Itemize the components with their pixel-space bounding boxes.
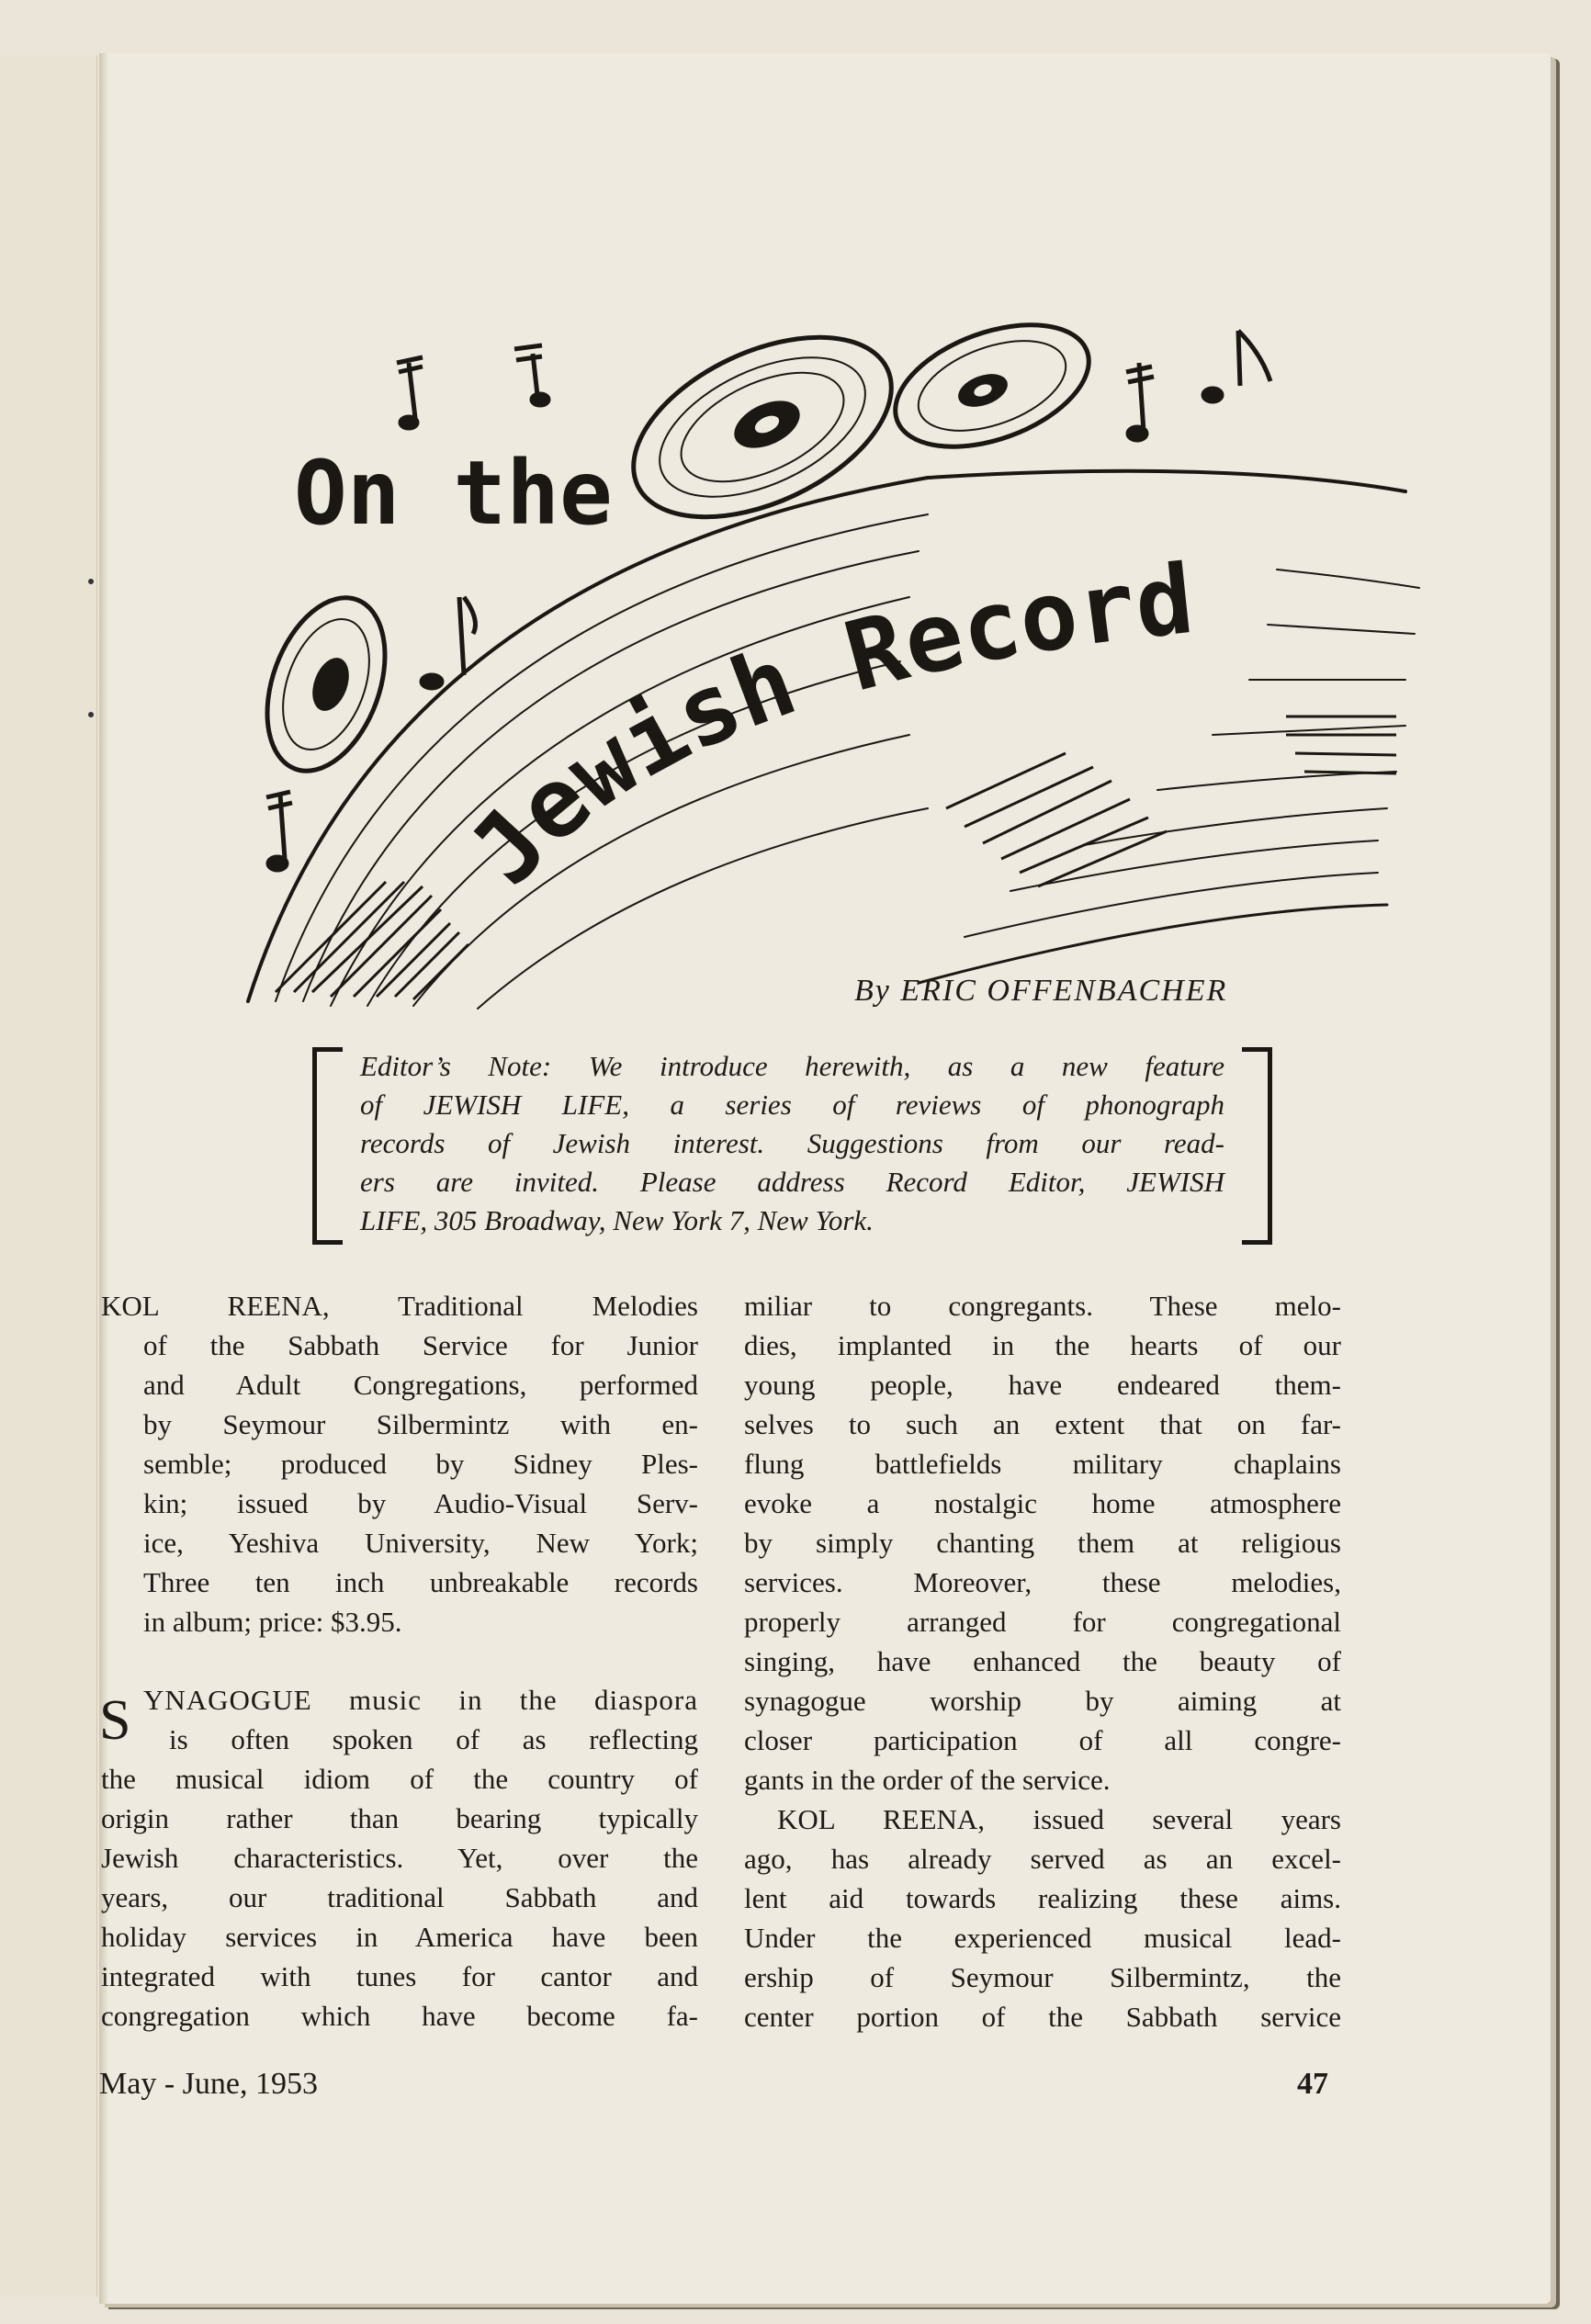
music-note-icon <box>514 345 548 405</box>
body-line: origin rather than bearing typically <box>101 1802 698 1834</box>
record-entry <box>101 1286 698 1641</box>
body-line: gants in the order of the service. <box>744 1764 1111 1796</box>
editors-note-text <box>360 1047 1224 1240</box>
note-line: ers are invited. Please address Record Editor, JEWISH <box>360 1166 1224 1198</box>
drop-cap: S <box>99 1689 131 1752</box>
left-bracket <box>312 1047 343 1245</box>
music-note-icon <box>1203 331 1270 401</box>
entry-line: in album; price: $3.95. <box>143 1606 402 1638</box>
entry-line: and Adult Congregations, performed <box>143 1369 698 1401</box>
body-line: integrated with tunes for cantor and <box>101 1960 698 1992</box>
body-line: dies, implanted in the hearts of our <box>744 1329 1341 1361</box>
issue-date: May - June, 1953 <box>99 2067 318 2101</box>
note-line: Editor’s Note: We introduce herewith, as a new feature <box>360 1050 1224 1082</box>
music-note-icon <box>422 597 475 688</box>
vinyl-record-icon <box>879 301 1105 470</box>
title-illustration <box>0 0 1591 1029</box>
left-column <box>101 1286 698 2036</box>
page-number: 47 <box>1297 2067 1328 2101</box>
music-note-icon <box>266 792 292 870</box>
body-line: miliar to congregants. These melo- <box>744 1290 1341 1322</box>
body-line: singing, have enhanced the beauty of <box>744 1645 1341 1677</box>
article-body-left <box>101 1680 698 2036</box>
body-line: ago, has already served as an excel- <box>744 1843 1341 1875</box>
body-line: YNAGOGUE music in the diaspora <box>143 1684 698 1716</box>
body-line: Under the experienced musical lead- <box>744 1922 1341 1954</box>
right-column <box>744 1286 1341 2036</box>
body-line: ership of Seymour Silbermintz, the <box>744 1961 1341 1993</box>
music-note-icon <box>397 357 423 428</box>
body-line: closer participation of all congre- <box>744 1724 1341 1756</box>
entry-line: of the Sabbath Service for Junior <box>143 1329 698 1361</box>
body-line: is often spoken of as reflecting <box>169 1723 698 1755</box>
body-line: services. Moreover, these melodies, <box>744 1566 1341 1598</box>
body-line: young people, have endeared them- <box>744 1369 1341 1401</box>
body-line: KOL REENA, issued several years <box>777 1803 1341 1835</box>
music-note-icon <box>1126 363 1154 440</box>
body-line: congregation which have become fa- <box>101 2000 698 2032</box>
body-line: flung battlefields military chaplains <box>744 1448 1341 1480</box>
entry-line: by Seymour Silbermintz with en- <box>143 1408 698 1440</box>
editors-note-box <box>312 1047 1272 1240</box>
body-line: synagogue worship by aiming at <box>744 1685 1341 1717</box>
body-line: lent aid towards realizing these aims. <box>744 1882 1341 1914</box>
title-jewish-record: Jewish Record <box>447 542 1199 907</box>
body-line: by simply chanting them at religious <box>744 1527 1341 1559</box>
body-line: evoke a nostalgic home atmosphere <box>744 1487 1341 1519</box>
body-line: years, our traditional Sabbath and <box>101 1881 698 1913</box>
author-byline: By ERIC OFFENBACHER <box>854 974 1228 1008</box>
body-line: the musical idiom of the country of <box>101 1763 698 1795</box>
body-line: selves to such an extent that on far- <box>744 1408 1341 1440</box>
body-line: holiday services in America have been <box>101 1921 698 1953</box>
note-line: records of Jewish interest. Suggestions from our read- <box>360 1127 1224 1159</box>
entry-line: KOL REENA, Traditional Melodies <box>101 1290 698 1322</box>
body-line: properly arranged for congregational <box>744 1606 1341 1638</box>
note-line: of JEWISH LIFE, a series of reviews of phonograph <box>360 1089 1224 1121</box>
body-line: center portion of the Sabbath service <box>744 2001 1341 2033</box>
entry-line: Three ten inch unbreakable records <box>143 1566 698 1598</box>
entry-line: ice, Yeshiva University, New York; <box>143 1527 698 1559</box>
note-line: LIFE, 305 Broadway, New York 7, New York. <box>360 1204 874 1236</box>
record-shading <box>276 716 1396 999</box>
entry-line: kin; issued by Audio-Visual Serv- <box>143 1487 698 1519</box>
title-on-the: On the <box>294 442 613 545</box>
right-bracket <box>1242 1047 1272 1245</box>
entry-line: semble; produced by Sidney Ples- <box>143 1448 698 1480</box>
body-line: Jewish characteristics. Yet, over the <box>101 1842 698 1874</box>
